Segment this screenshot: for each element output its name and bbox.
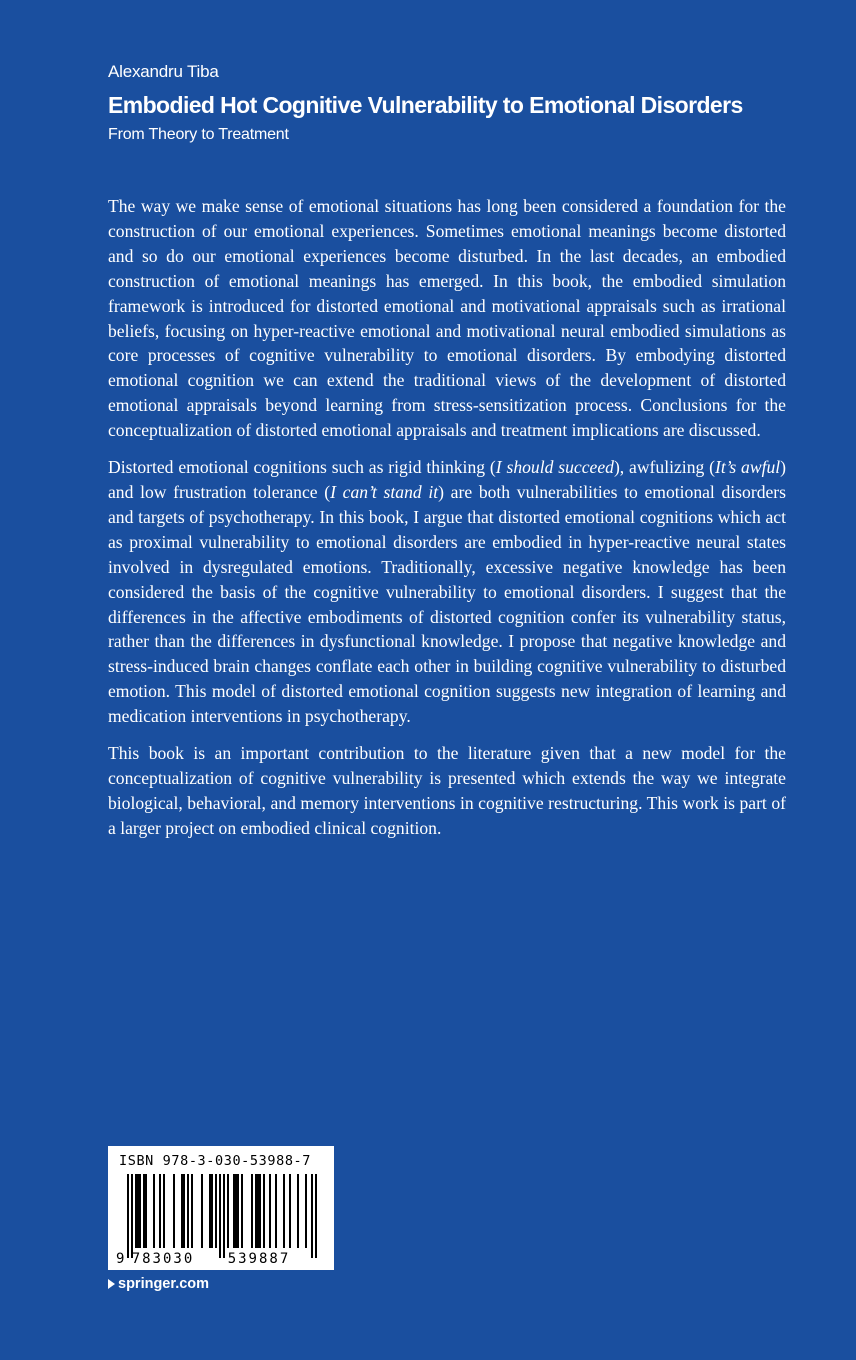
barcode-bar bbox=[289, 1174, 291, 1248]
blurb-p2-italic-1: I should succeed bbox=[495, 457, 614, 478]
blurb-paragraph-3: This book is an important contribution to the literature given that a new model for the conceptualization of cognitive vulnerability is presented which extends the way we integrate biological, behavioral, and memory interventions in cognitive restructuring. This work is part of a larger project on embodied clinical cognition. bbox=[108, 743, 786, 838]
barcode-bar bbox=[223, 1174, 225, 1258]
barcode-bar bbox=[297, 1174, 299, 1248]
barcode-bar bbox=[305, 1174, 307, 1248]
barcode-bar bbox=[227, 1174, 229, 1248]
barcode-digits-right: 539887 bbox=[227, 1251, 291, 1267]
barcode-bar bbox=[135, 1174, 137, 1248]
publisher-link[interactable] bbox=[108, 1276, 209, 1292]
barcode-digit-first: 9 bbox=[116, 1251, 125, 1267]
blurb-p2-text-3: ) and low frustration tolerance ( bbox=[108, 457, 787, 502]
barcode-bar bbox=[173, 1174, 175, 1248]
barcode-bar bbox=[201, 1174, 203, 1248]
barcode-bar bbox=[233, 1174, 235, 1248]
blurb-p2-text-2: ), awfulizing ( bbox=[613, 457, 715, 478]
isbn-label: ISBN 978-3-030-53988-7 bbox=[119, 1153, 312, 1169]
barcode-bar bbox=[219, 1174, 221, 1258]
barcode-bar bbox=[257, 1174, 259, 1248]
barcode-bar bbox=[251, 1174, 253, 1248]
barcode-bar bbox=[145, 1174, 147, 1248]
barcode-bar bbox=[269, 1174, 271, 1248]
barcode-graphic bbox=[108, 1146, 334, 1270]
barcode-bar bbox=[131, 1174, 133, 1258]
isbn-barcode bbox=[108, 1146, 334, 1270]
blurb-p2-text-1: Distorted emotional cognitions such as rigid thinking ( bbox=[108, 457, 496, 478]
blurb-paragraph-1: The way we make sense of emotional situations has long been considered a foundation for the construction of our emotional experiences. Sometimes emotional meanings become distorted and so do our emotional experiences become disturbed. In the last decades, an embodied construction of emotional meanings has emerged. In this book, the embodied simulation framework is introduced for distorted emotional and motivational appraisals such as irrational beliefs, focusing on hyper-reactive emotional and motivational neural embodied simulations as core processes of cognitive vulnerability to emotional disorders. By embodying distorted emotional cognition we can extend the traditional views of the development of distorted emotional appraisals beyond learning from stress-sensitization process. Conclusions for the conceptualization of distorted emotional appraisals and treatment implications are discussed. bbox=[108, 196, 786, 441]
blurb-p2-text-4: ) are both vulnerabilities to emotional disorders and targets of psychotherapy. In this book, I argue that distorted emotional cognitions which act as proximal vulnerability to emotional disorders are embodied in hyper-reactive neural states involved in dysregulated emotions. Traditionally, excessive negative knowledge has been considered the basis of the cognitive vulnerability to emotional disorders. I suggest that the differences in the affective embodiments of distorted cognition confer its vulnerability status, rather than the differences in dysfunctional knowledge. I propose that negative knowledge and stress-induced brain changes conflate each other in building cognitive vulnerability to disturbed emotion. This model of distorted emotional cognition suggests new integration of learning and medication interventions in psychotherapy. bbox=[108, 481, 787, 727]
blurb-text bbox=[108, 194, 786, 853]
barcode-bar bbox=[183, 1174, 185, 1248]
barcode-bar bbox=[159, 1174, 161, 1248]
barcode-bar bbox=[127, 1174, 129, 1258]
barcode-bar bbox=[163, 1174, 165, 1248]
arrow-right-icon bbox=[108, 1279, 115, 1289]
barcode-bar bbox=[235, 1174, 237, 1248]
barcode-bar bbox=[275, 1174, 277, 1248]
barcode-bar bbox=[153, 1174, 155, 1248]
author-name: Alexandru Tiba bbox=[108, 62, 219, 81]
barcode-bar bbox=[315, 1174, 317, 1258]
barcode-bars bbox=[127, 1174, 317, 1258]
barcode-bar bbox=[191, 1174, 193, 1248]
publisher-website[interactable]: springer.com bbox=[118, 1276, 210, 1292]
book-title: Embodied Hot Cognitive Vulnerability to Emotional Disorders bbox=[108, 92, 743, 118]
barcode-bar bbox=[263, 1174, 265, 1248]
barcode-bar bbox=[181, 1174, 183, 1248]
barcode-bar bbox=[259, 1174, 261, 1248]
barcode-bar bbox=[241, 1174, 243, 1248]
barcode-bar bbox=[209, 1174, 211, 1248]
barcode-bar bbox=[215, 1174, 217, 1248]
book-subtitle: From Theory to Treatment bbox=[108, 126, 289, 143]
blurb-p2-italic-2: It’s awful bbox=[715, 457, 781, 478]
barcode-bar bbox=[311, 1174, 313, 1258]
barcode-bar bbox=[139, 1174, 141, 1248]
barcode-bar bbox=[211, 1174, 213, 1248]
barcode-digits-left: 783030 bbox=[131, 1251, 195, 1267]
barcode-bar bbox=[137, 1174, 139, 1248]
blurb-p2-italic-3: I can’t stand it bbox=[330, 481, 439, 502]
barcode-bar bbox=[283, 1174, 285, 1248]
barcode-bar bbox=[255, 1174, 257, 1248]
barcode-bar bbox=[237, 1174, 239, 1248]
blurb-paragraph-2 bbox=[108, 455, 786, 729]
barcode-bar bbox=[187, 1174, 189, 1248]
barcode-bar bbox=[143, 1174, 145, 1248]
